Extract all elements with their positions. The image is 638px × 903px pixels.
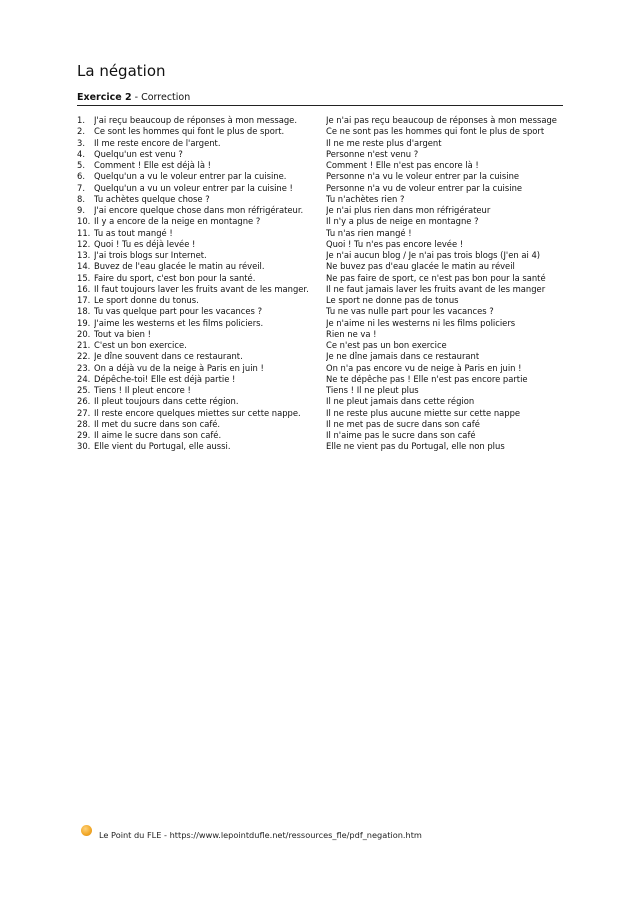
corrected-sentence: Personne n'est venu ? bbox=[326, 148, 419, 159]
original-sentence: Il me reste encore de l'argent. bbox=[94, 137, 221, 148]
original-sentence: C'est un bon exercice. bbox=[94, 340, 187, 350]
original-sentence: Tout va bien ! bbox=[94, 328, 151, 339]
list-item bbox=[77, 430, 567, 441]
list-item bbox=[77, 374, 567, 385]
list-item bbox=[77, 329, 567, 340]
corrected-sentence: On n'a pas encore vu de neige à Paris en juin ! bbox=[326, 362, 522, 373]
original-sentence: J'aime les westerns et les films policiers. bbox=[94, 317, 264, 328]
corrected-sentence: Je n'ai aucun blog / Je n'ai pas trois blogs (J'en ai 4) bbox=[326, 250, 541, 260]
orange-dot-icon bbox=[81, 825, 92, 836]
list-item bbox=[77, 419, 567, 430]
original-sentence: On a déjà vu de la neige à Paris en juin ! bbox=[94, 362, 264, 373]
original-sentence: Il reste encore quelques miettes sur cette nappe. bbox=[94, 407, 301, 418]
original-sentence: Elle vient du Portugal, elle aussi. bbox=[94, 441, 231, 452]
list-item bbox=[77, 239, 567, 250]
item-number: 23. bbox=[77, 362, 91, 373]
corrected-sentence: Ne te dépêche pas ! Elle n'est pas encore partie bbox=[326, 373, 528, 384]
item-number: 17. bbox=[77, 295, 91, 305]
corrected-sentence: Il ne met pas de sucre dans son café bbox=[326, 418, 480, 429]
corrected-sentence: Rien ne va ! bbox=[326, 328, 377, 339]
page-title: La négation bbox=[77, 62, 166, 80]
list-item bbox=[77, 126, 567, 137]
list-item bbox=[77, 273, 567, 284]
original-sentence: Faire du sport, c'est bon pour la santé. bbox=[94, 272, 256, 283]
item-number: 7. bbox=[77, 182, 85, 193]
list-item bbox=[77, 261, 567, 272]
corrected-sentence: Il n'y a plus de neige en montagne ? bbox=[326, 216, 479, 227]
original-sentence: Ce sont les hommes qui font le plus de sport. bbox=[94, 126, 285, 137]
exercise-suffix: - Correction bbox=[131, 92, 191, 103]
item-number: 13. bbox=[77, 250, 91, 260]
corrected-sentence: Ce n'est pas un bon exercice bbox=[326, 340, 447, 350]
list-item bbox=[77, 318, 567, 329]
item-number: 12. bbox=[77, 238, 91, 249]
list-item bbox=[77, 194, 567, 205]
original-sentence: Tu vas quelque part pour les vacances ? bbox=[94, 306, 263, 317]
list-item bbox=[77, 228, 567, 239]
list-item bbox=[77, 363, 567, 374]
item-number: 29. bbox=[77, 430, 91, 440]
item-number: 8. bbox=[77, 193, 85, 204]
original-sentence: Comment ! Elle est déjà là ! bbox=[94, 160, 212, 170]
item-number: 15. bbox=[77, 272, 91, 283]
original-sentence: Il y a encore de la neige en montagne ? bbox=[94, 216, 261, 227]
footer-text: Le Point du FLE - https://www.lepointdufle.net/ressources_fle/pdf_negation.htm bbox=[99, 829, 422, 840]
list-item bbox=[77, 340, 567, 351]
corrected-sentence: Le sport ne donne pas de tonus bbox=[326, 295, 459, 305]
item-number: 30. bbox=[77, 441, 91, 452]
original-sentence: Il pleut toujours dans cette région. bbox=[94, 396, 239, 407]
original-sentence: Tu achètes quelque chose ? bbox=[94, 193, 210, 204]
list-item bbox=[77, 138, 567, 149]
item-number: 28. bbox=[77, 418, 91, 429]
original-sentence: Quelqu'un a vu le voleur entrer par la cuisine. bbox=[94, 171, 287, 182]
original-sentence: Buvez de l'eau glacée le matin au réveil. bbox=[94, 261, 265, 272]
list-item bbox=[77, 396, 567, 407]
original-sentence: Tiens ! Il pleut encore ! bbox=[94, 385, 191, 395]
item-number: 19. bbox=[77, 317, 91, 328]
list-item bbox=[77, 295, 567, 306]
original-sentence: Il aime le sucre dans son café. bbox=[94, 430, 222, 440]
item-number: 16. bbox=[77, 283, 91, 294]
corrected-sentence: Personne n'a vu le voleur entrer par la cuisine bbox=[326, 171, 520, 182]
list-item bbox=[77, 216, 567, 227]
item-number: 9. bbox=[77, 205, 85, 215]
corrected-sentence: Ne buvez pas d'eau glacée le matin au réveil bbox=[326, 261, 515, 272]
item-number: 10. bbox=[77, 216, 91, 227]
item-number: 5. bbox=[77, 160, 85, 170]
list-item bbox=[77, 250, 567, 261]
corrected-sentence: Je ne dîne jamais dans ce restaurant bbox=[326, 351, 480, 362]
original-sentence: Il faut toujours laver les fruits avant de les manger. bbox=[94, 283, 309, 294]
list-item bbox=[77, 284, 567, 295]
list-item bbox=[77, 183, 567, 194]
item-number: 21. bbox=[77, 340, 91, 350]
item-number: 1. bbox=[77, 115, 85, 125]
item-number: 6. bbox=[77, 171, 85, 182]
exercise-label: Exercice 2 bbox=[77, 92, 132, 103]
corrected-sentence: Je n'ai pas reçu beaucoup de réponses à mon message bbox=[326, 115, 557, 125]
list-item bbox=[77, 205, 567, 216]
corrected-sentence: Elle ne vient pas du Portugal, elle non plus bbox=[326, 441, 505, 452]
original-sentence: Dépêche-toi! Elle est déjà partie ! bbox=[94, 373, 236, 384]
original-sentence: J'ai reçu beaucoup de réponses à mon message. bbox=[94, 115, 297, 125]
item-number: 4. bbox=[77, 148, 85, 159]
exercise-list bbox=[77, 115, 567, 453]
corrected-sentence: Ne pas faire de sport, ce n'est pas bon pour la santé bbox=[326, 272, 546, 283]
original-sentence: J'ai trois blogs sur Internet. bbox=[94, 250, 207, 260]
corrected-sentence: Il n'aime pas le sucre dans son café bbox=[326, 430, 476, 440]
corrected-sentence: Il ne faut jamais laver les fruits avant de les manger bbox=[326, 283, 546, 294]
item-number: 22. bbox=[77, 351, 91, 362]
list-item bbox=[77, 306, 567, 317]
list-item bbox=[77, 115, 567, 126]
item-number: 26. bbox=[77, 396, 91, 407]
item-number: 27. bbox=[77, 407, 91, 418]
corrected-sentence: Il ne me reste plus d'argent bbox=[326, 137, 442, 148]
item-number: 24. bbox=[77, 373, 91, 384]
original-sentence: Il met du sucre dans son café. bbox=[94, 418, 221, 429]
original-sentence: Quelqu'un est venu ? bbox=[94, 148, 183, 159]
item-number: 18. bbox=[77, 306, 91, 317]
corrected-sentence: Je n'aime ni les westerns ni les films policiers bbox=[326, 317, 516, 328]
original-sentence: Tu as tout mangé ! bbox=[94, 227, 173, 238]
item-number: 14. bbox=[77, 261, 91, 272]
item-number: 3. bbox=[77, 137, 85, 148]
footer bbox=[81, 829, 422, 840]
list-item bbox=[77, 351, 567, 362]
item-number: 11. bbox=[77, 227, 91, 238]
corrected-sentence: Personne n'a vu de voleur entrer par la cuisine bbox=[326, 182, 523, 193]
original-sentence: J'ai encore quelque chose dans mon réfrigérateur. bbox=[94, 205, 304, 215]
list-item bbox=[77, 408, 567, 419]
corrected-sentence: Je n'ai plus rien dans mon réfrigérateur bbox=[326, 205, 491, 215]
list-item bbox=[77, 441, 567, 452]
corrected-sentence: Tu ne vas nulle part pour les vacances ? bbox=[326, 306, 494, 317]
list-item bbox=[77, 385, 567, 396]
original-sentence: Je dîne souvent dans ce restaurant. bbox=[94, 351, 243, 362]
list-item bbox=[77, 149, 567, 160]
item-number: 20. bbox=[77, 328, 91, 339]
item-number: 25. bbox=[77, 385, 91, 395]
corrected-sentence: Quoi ! Tu n'es pas encore levée ! bbox=[326, 238, 464, 249]
list-item bbox=[77, 160, 567, 171]
corrected-sentence: Tu n'achètes rien ? bbox=[326, 193, 405, 204]
corrected-sentence: Tiens ! Il ne pleut plus bbox=[326, 385, 419, 395]
original-sentence: Quoi ! Tu es déjà levée ! bbox=[94, 238, 196, 249]
exercise-heading bbox=[77, 92, 563, 106]
corrected-sentence: Tu n'as rien mangé ! bbox=[326, 227, 412, 238]
original-sentence: Le sport donne du tonus. bbox=[94, 295, 199, 305]
corrected-sentence: Ce ne sont pas les hommes qui font le plus de sport bbox=[326, 126, 545, 137]
list-item bbox=[77, 171, 567, 182]
item-number: 2. bbox=[77, 126, 85, 137]
corrected-sentence: Il ne reste plus aucune miette sur cette nappe bbox=[326, 407, 521, 418]
corrected-sentence: Comment ! Elle n'est pas encore là ! bbox=[326, 160, 479, 170]
original-sentence: Quelqu'un a vu un voleur entrer par la cuisine ! bbox=[94, 182, 293, 193]
corrected-sentence: Il ne pleut jamais dans cette région bbox=[326, 396, 475, 407]
